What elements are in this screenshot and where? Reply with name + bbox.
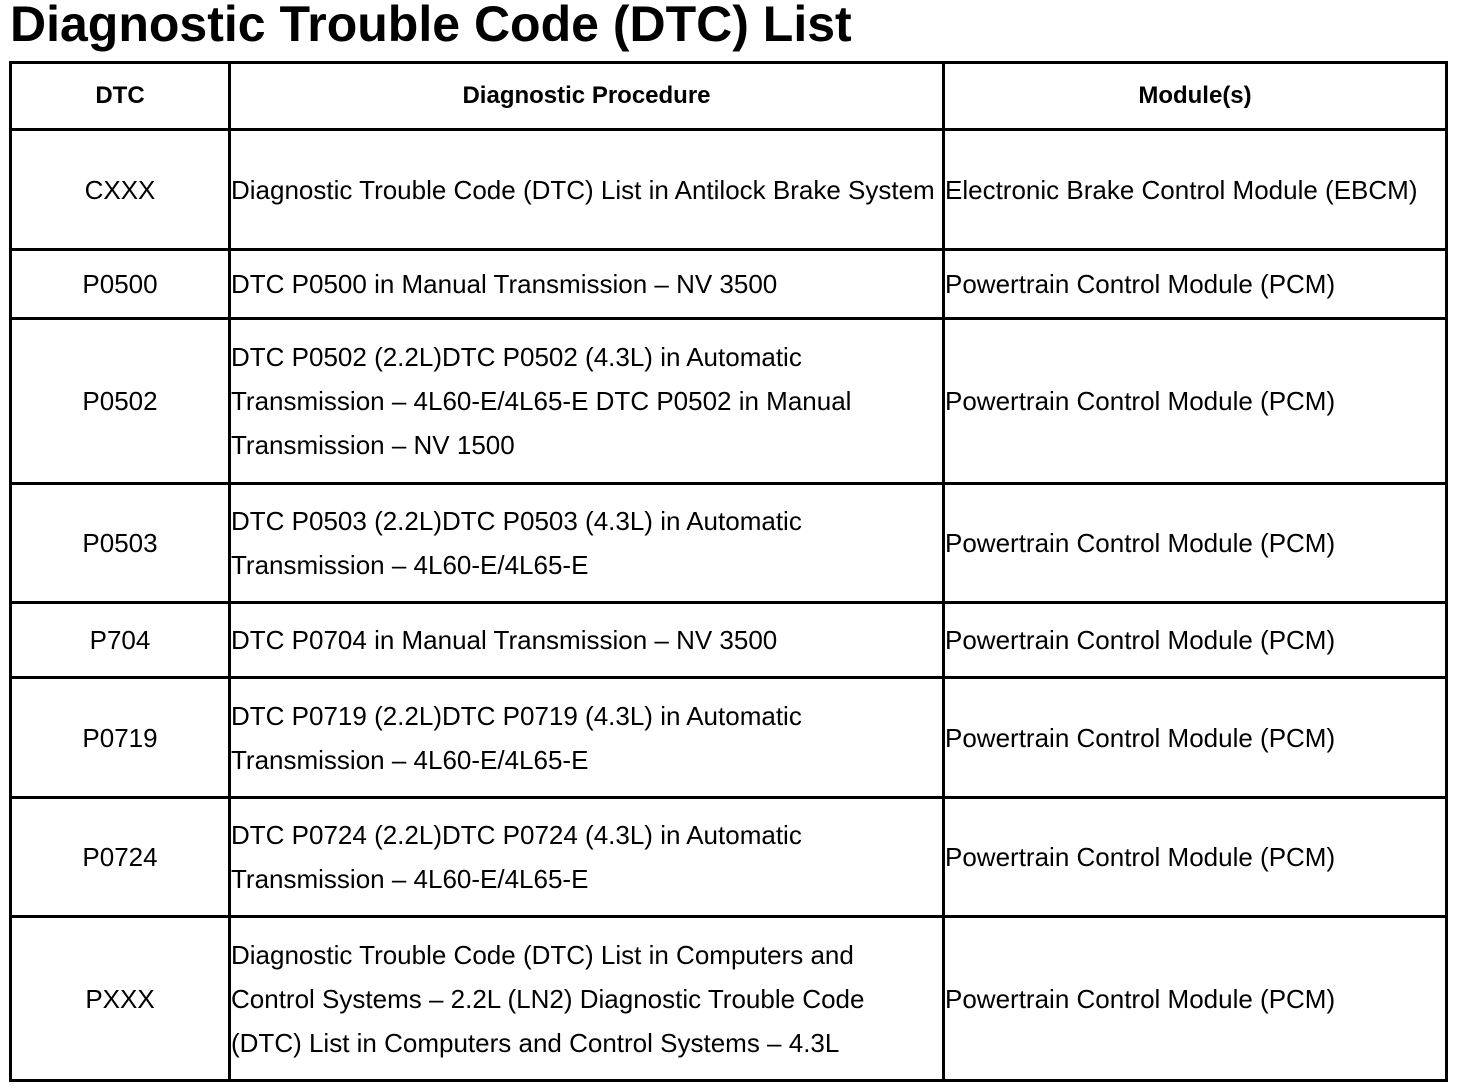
procedure-cell: DTC P0724 (2.2L)DTC P0724 (4.3L) in Automatic Transmission – 4L60-E/4L65-E (230, 798, 944, 917)
table-row (11, 603, 1447, 678)
column-header-procedure: Diagnostic Procedure (230, 63, 944, 130)
module-cell: Powertrain Control Module (PCM) (944, 678, 1447, 798)
module-cell: Powertrain Control Module (PCM) (944, 798, 1447, 917)
dtc-cell: P0724 (11, 798, 230, 917)
procedure-cell: DTC P0719 (2.2L)DTC P0719 (4.3L) in Automatic Transmission – 4L60-E/4L65-E (230, 678, 944, 798)
procedure-cell: DTC P0500 in Manual Transmission – NV 3500 (230, 250, 944, 319)
dtc-cell: PXXX (11, 917, 230, 1081)
procedure-cell: DTC P0502 (2.2L)DTC P0502 (4.3L) in Automatic Transmission – 4L60-E/4L65-E DTC P0502 in Manual Transmission – NV 1500 (230, 319, 944, 484)
dtc-cell: P0502 (11, 319, 230, 484)
module-cell: Powertrain Control Module (PCM) (944, 484, 1447, 603)
table-row (11, 484, 1447, 603)
table-row (11, 798, 1447, 917)
dtc-cell: P0503 (11, 484, 230, 603)
module-cell: Powertrain Control Module (PCM) (944, 319, 1447, 484)
procedure-cell: DTC P0503 (2.2L)DTC P0503 (4.3L) in Automatic Transmission – 4L60-E/4L65-E (230, 484, 944, 603)
column-header-dtc: DTC (11, 63, 230, 130)
table-row (11, 130, 1447, 250)
dtc-cell: CXXX (11, 130, 230, 250)
page-title: Diagnostic Trouble Code (DTC) List (10, 0, 852, 52)
module-cell: Powertrain Control Module (PCM) (944, 250, 1447, 319)
dtc-table (9, 61, 1448, 1082)
module-cell: Electronic Brake Control Module (EBCM) (944, 130, 1447, 250)
column-header-modules: Module(s) (944, 63, 1447, 130)
procedure-cell: Diagnostic Trouble Code (DTC) List in Computers and Control Systems – 2.2L (LN2) Diagnostic Trouble Code (DTC) List in Computers and Control Systems – 4.3L (230, 917, 944, 1081)
table-row (11, 319, 1447, 484)
dtc-cell: P704 (11, 603, 230, 678)
module-cell: Powertrain Control Module (PCM) (944, 917, 1447, 1081)
module-cell: Powertrain Control Module (PCM) (944, 603, 1447, 678)
table-row (11, 250, 1447, 319)
table-row (11, 678, 1447, 798)
procedure-cell: DTC P0704 in Manual Transmission – NV 3500 (230, 603, 944, 678)
table-header-row (11, 63, 1447, 130)
table-row (11, 917, 1447, 1081)
dtc-cell: P0719 (11, 678, 230, 798)
dtc-cell: P0500 (11, 250, 230, 319)
procedure-cell: Diagnostic Trouble Code (DTC) List in Antilock Brake System (230, 130, 944, 250)
